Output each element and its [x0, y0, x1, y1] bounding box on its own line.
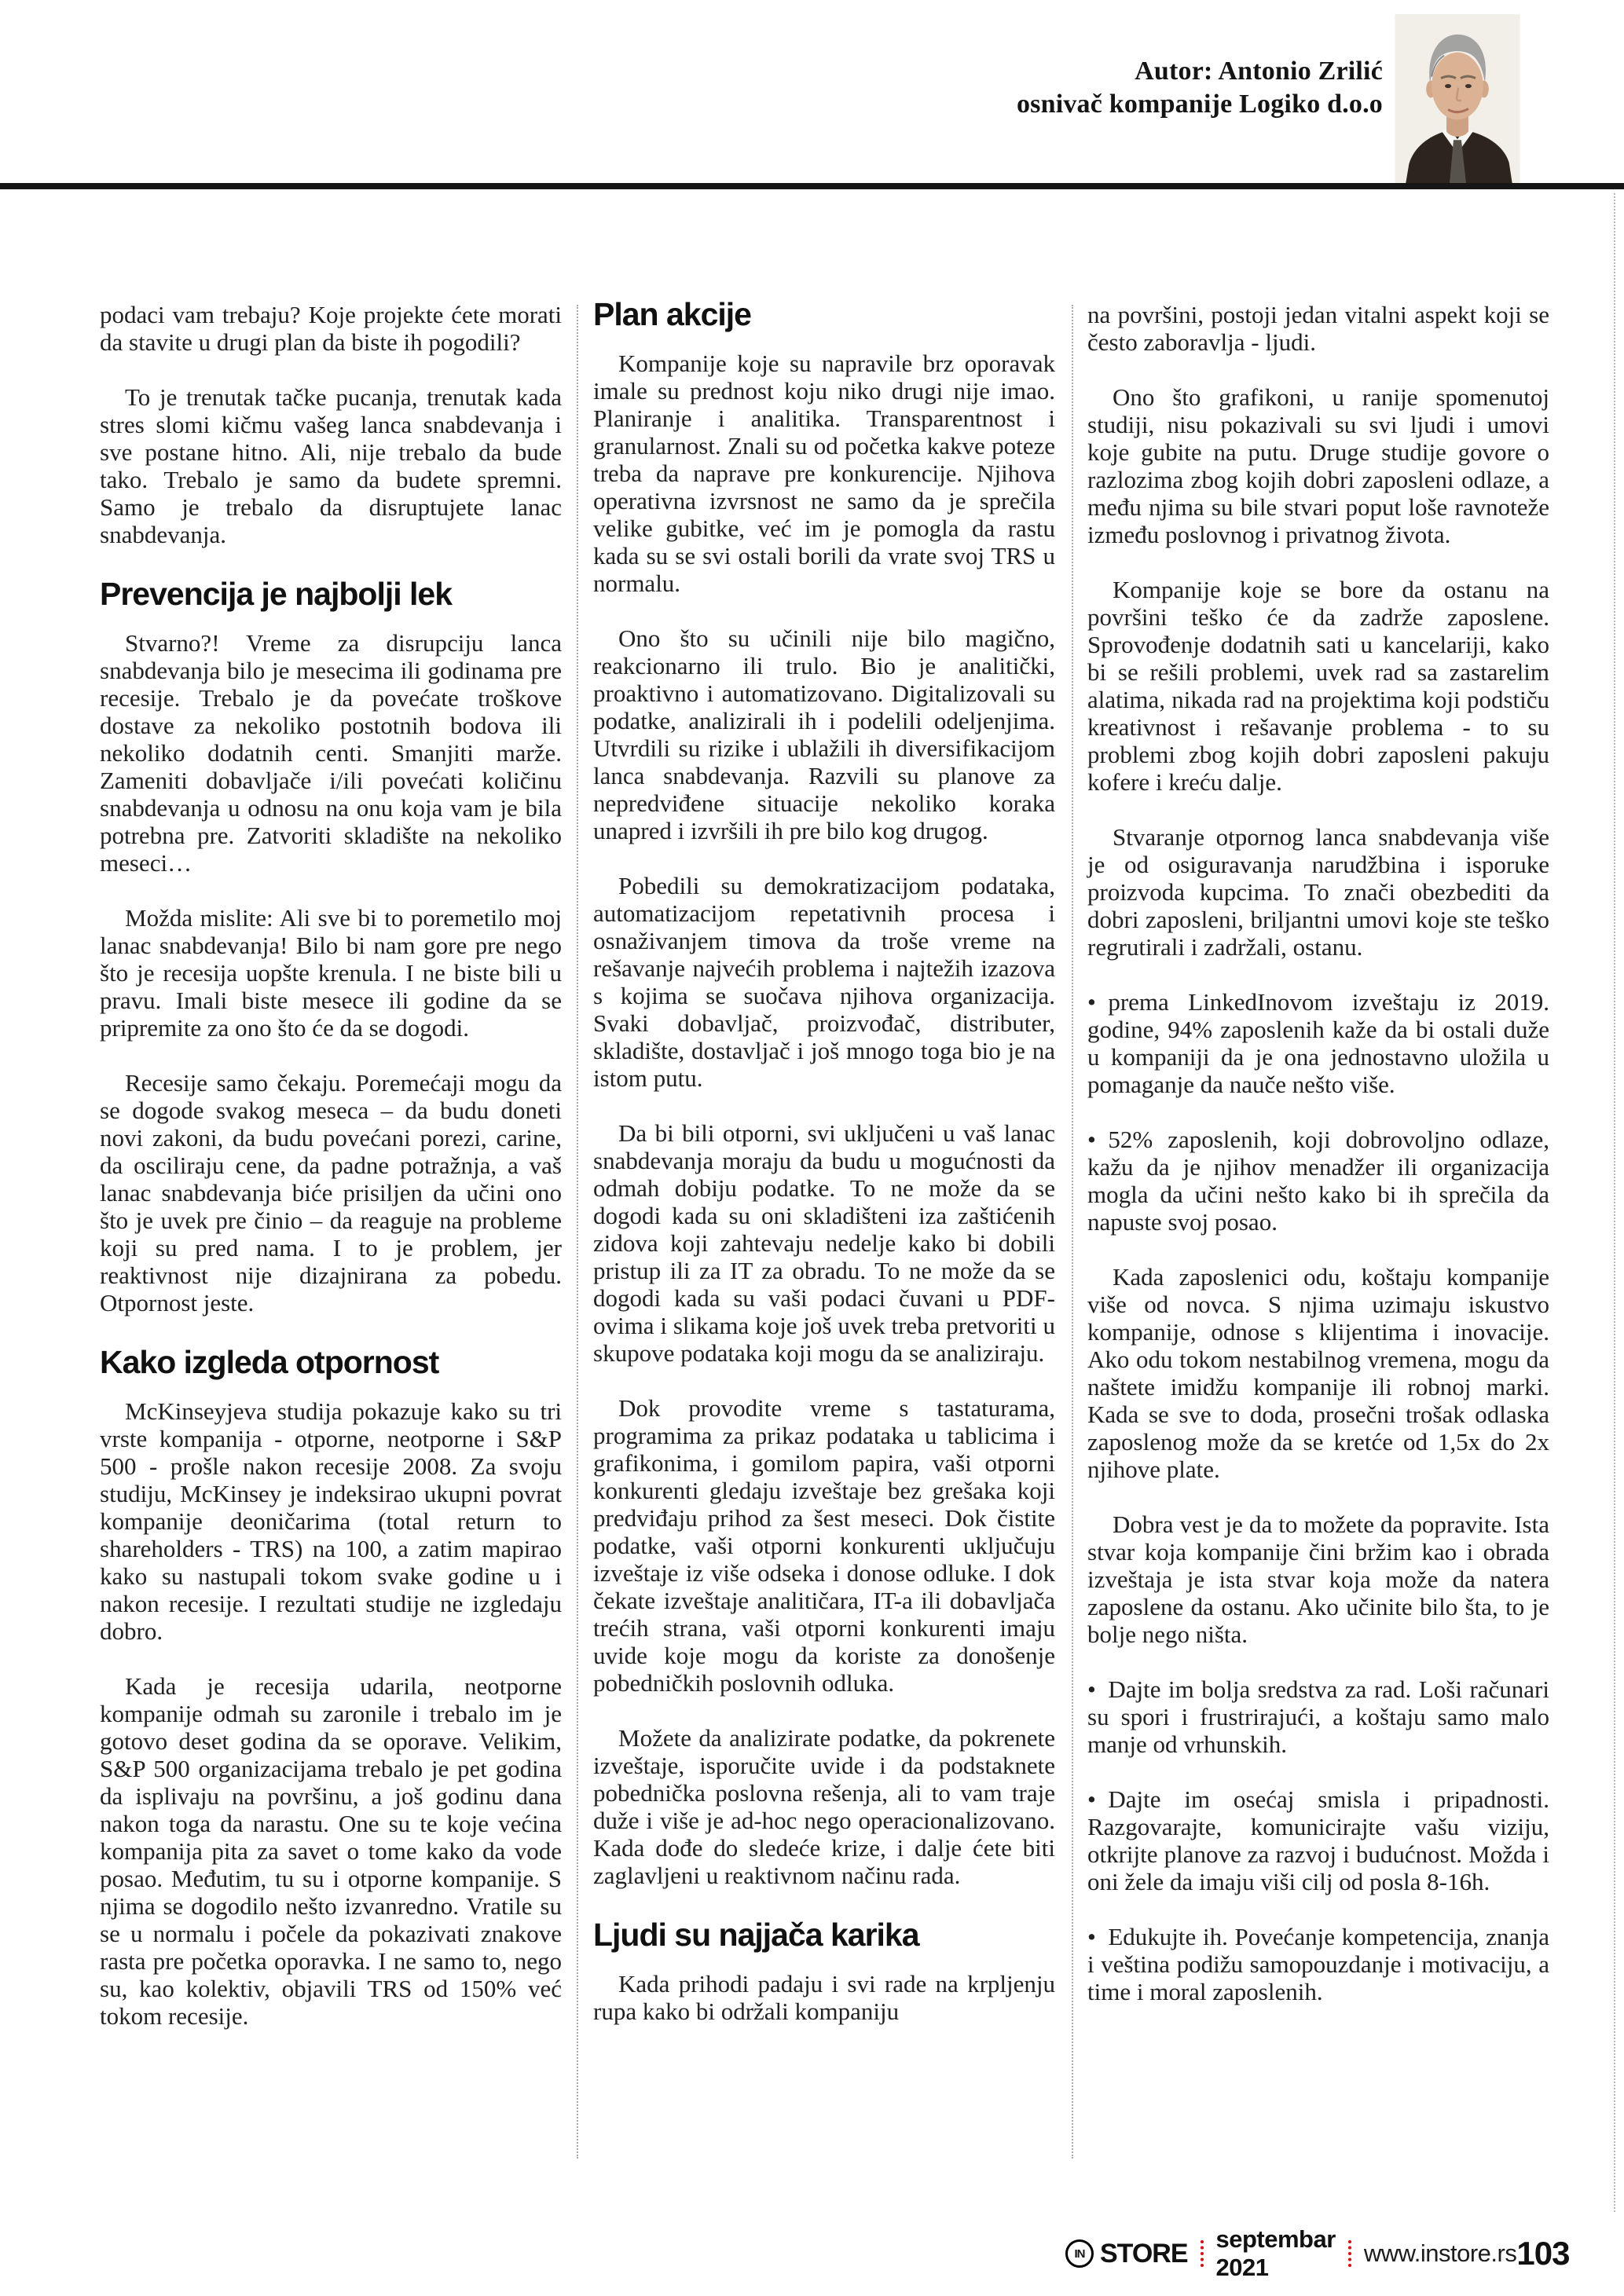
footer-separator-icon	[1348, 2240, 1351, 2267]
section-heading: Ljudi su najjača karika	[593, 1917, 919, 1953]
body-paragraph: Recesije samo čekaju. Poremećaji mogu da se dogode svakog meseca – da budu doneti novi zakoni, da budu povećani porezi, carine, da osciliraju cene, da padne potražnja, a vaš lanac snabdevanja biće prisiljen da učini ono što je uvek pre činio – da reaguje na probleme koji su pred nama. I to je problem, jer reaktivnost nije dizajnirana za pobedu. Otpornost jeste.	[100, 1069, 562, 1316]
body-paragraph: Stvaranje otpornog lanca snabdevanja više je od osiguravanja narudžbina i isporuke proizvoda kupcima. To znači obezbediti da dobri zaposleni, briljantni umovi koje ste teško regrutirali i zadržali, ostanu.	[1087, 823, 1549, 961]
body-paragraph: Dok provodite vreme s tastaturama, programima za prikaz podataka u tablicima i grafikonima, i gomilom papira, vaši otporni konkurenti gledaju izveštaje bez grešaka koji predviđaju prihod za šest meseci. Dok čistite podatke, vaši otporni konkurenti uključuju izveštaje iz više odseka i donose odluke. I dok čekate izveštaje analitičara, IT-a ili dobavljača trećih strana, vaši otporni konkurenti imaju uvide koje mogu da koriste za donošenje pobedničkih poslovnih odluka.	[593, 1394, 1055, 1697]
body-paragraph: Dobra vest je da to možete da popravite. Ista stvar koja kompanije čini bržim kao i obrada izveštaja je ista stvar koja može da natera zaposlene da ostanu. Ako učinite bilo šta, to je bolje nego ništa.	[1087, 1511, 1549, 1648]
body-paragraph: To je trenutak tačke pucanja, trenutak kada stres slomi kičmu vašeg lanca snabdevanja i sve postane hitno. Ali, nije trebalo da bude tako. Trebalo je samo da budete spremni. Samo je trebalo da disruptujete lanac snabdevanja.	[100, 383, 562, 548]
page-number: 103	[1516, 2235, 1570, 2272]
issue-date: septembar 2021	[1215, 2225, 1336, 2281]
body-paragraph: Ono što su učinili nije bilo magično, reakcionarno ili trulo. Bio je analitički, proaktivno i automatizovano. Digitalizovali su podatke, analizirali ih i podelili odeljenjima. Utvrdili su rizike i ublažili ih diversifikacijom lanca snabdevanja. Razvili su planove za nepredviđene situacije nekoliko koraka unapred i izvršili ih pre bilo kog drugog.	[593, 624, 1055, 844]
article-column-3	[1087, 301, 1549, 2033]
section-heading: Plan akcije	[593, 296, 751, 332]
article-column-1	[100, 301, 562, 2057]
header-rule	[0, 183, 1624, 189]
body-paragraph: Ono što grafikoni, u ranije spomenutoj studiji, nisu pokazivali su svi ljudi i umovi koje gubite na putu. Druge studije govore o razlozima zbog kojih dobri zaposleni odlaze, a među njima su bile stvari poput loše ravnoteže između poslovnog i privatnog života.	[1087, 383, 1549, 548]
footer-separator-icon	[1201, 2240, 1204, 2267]
body-paragraph: na površini, postoji jedan vitalni aspekt koji se često zaboravlja - ljudi.	[1087, 301, 1549, 356]
page-edge-mark	[1614, 193, 1615, 2212]
bullet-item: • Edukujte ih. Povećanje kompetencija, znanja i veština podižu samopouzdanje i motivaciju, a time i moral zaposlenih.	[1087, 1923, 1549, 2005]
body-paragraph: Možda mislite: Ali sve bi to poremetilo moj lanac snabdevanja! Bilo bi nam gore pre nego što je recesija uopšte krenula. I ne biste bili u pravu. Imali biste mesece ili godine da se pripremite za ono što će da se dogodi.	[100, 904, 562, 1042]
brand-store: STORE	[1100, 2238, 1188, 2269]
instore-logo-icon: IN	[1065, 2239, 1094, 2268]
author-name: Autor: Antonio Zrilić	[1135, 57, 1383, 86]
body-paragraph: McKinseyjeva studija pokazuje kako su tri vrste kompanija - otporne, neotporne i S&P 500 - prošle nakon recesije 2008. Za svoju studiju, McKinsey je indeksirao ukupni povrat kompanije deoničarima (total return to shareholders - TRS) na 100, a zatim mapirao kako su nastupali tokom svake godine u i nakon recesije. I rezultati studije ne izgledaju dobro.	[100, 1397, 562, 1645]
body-paragraph: Pobedili su demokratizacijom podataka, automatizacijom repetativnih procesa i osnaživanjem timova da troše vreme na rešavanje najvećih problema i najtežih izazova s kojima se suočava njihova organizacija. Svaki dobavljač, proizvođač, distributer, skladište, dostavljač i još mnogo toga bio je na istom putu.	[593, 872, 1055, 1092]
section-heading: Kako izgleda otpornost	[100, 1344, 439, 1380]
body-paragraph: Kompanije koje su napravile brz oporavak imale su prednost koju niko drugi nije imao. Planiranje i analitika. Transparentnost i granularnost. Znali su od početka kakve poteze treba da naprave pre konkurencije. Njihova operativna izvrsnost ne samo da je sprečila velike gubitke, već im je pomogla da rastu kada su se svi ostali borili da vrate svoj TRS u normalu.	[593, 350, 1055, 597]
body-paragraph: Kada prihodi padaju i svi rade na krpljenju rupa kako bi održali kompaniju	[593, 1970, 1055, 2025]
body-paragraph: Da bi bili otporni, svi uključeni u vaš lanac snabdevanja moraju da budu u mogućnosti da odmah dobiju podatke. To ne može da se dogodi kada su oni skladišteni iza zaštićenih zidova koji zahtevaju nedelje kako bi dobili pristup ili za IT za obradu. To ne može da se dogodi kada su vaši podaci čuvani u PDF-ovima i slikama koje još uvek treba pretvoriti u skupove podataka koji mogu da se analiziraju.	[593, 1119, 1055, 1367]
body-paragraph: Kompanije koje se bore da ostanu na površini teško će da zadrže zaposlene. Sprovođenje dodatnih sati u kancelariji, kako bi se rešili problemi, uvek rad sa zastarelim alatima, nikada rad na projektima koji podstiču kreativnost i rešavanje problema - to su problemi zbog kojih dobri zaposleni pakuju kofere i kreću dalje.	[1087, 576, 1549, 796]
website-url: www.instore.rs	[1363, 2239, 1517, 2267]
bullet-item: • prema LinkedInovom izveštaju iz 2019. godine, 94% zaposlenih kaže da bi ostali duže u kompaniji da je ona jednostavno uložila u pomaganje da nauče nešto više.	[1087, 988, 1549, 1098]
author-photo	[1395, 14, 1520, 183]
author-credit	[1017, 55, 1383, 121]
article-column-2	[593, 296, 1055, 2052]
body-paragraph: Kada zaposlenici odu, koštaju kompanije više od novca. S njima uzimaju iskustvo kompanije, odnose s klijentima i inovacije. Ako odu tokom nestabilnog vremena, mogu da naštete imidžu kompanije ili robnoj marki. Kada se sve to doda, prosečni trošak odlaska zaposlenog može da se kretće od 1,5x do 2x njihove plate.	[1087, 1263, 1549, 1483]
body-paragraph: podaci vam trebaju? Koje projekte ćete morati da stavite u drugi plan da biste ih pogodili?	[100, 301, 562, 356]
bullet-item: • Dajte im bolja sredstva za rad. Loši računari su spori i frustrirajući, a koštaju samo malo manje od vrhunskih.	[1087, 1675, 1549, 1758]
body-paragraph: Možete da analizirate podatke, da pokrenete izveštaje, isporučite uvide i da podstaknete pobednička poslovna rešenja, ali to vam traje duže i više je ad-hoc nego operacionalizovano. Kada dođe do sledeće krize, i dalje ćete biti zaglavljeni u reaktivnom načinu rada.	[593, 1724, 1055, 1889]
page-footer	[1065, 2225, 1570, 2281]
bullet-item: • 52% zaposlenih, koji dobrovoljno odlaze, kažu da je njihov menadžer ili organizacija mogla da učini nešto kako bi ih sprečila da napuste svoj posao.	[1087, 1126, 1549, 1236]
column-separator	[1072, 305, 1073, 2159]
body-paragraph: Stvarno?! Vreme za disrupciju lanca snabdevanja bilo je mesecima ili godinama pre recesije. Trebalo je da povećate troškove dostave za nekoliko postotnih bodova ili nekoliko dodatnih centi. Smanjiti marže. Zameniti dobavljače i/ili povećati količinu snabdevanja u odnosu na onu koja vam je bila potrebna pre. Zatvoriti skladište na nekoliko meseci…	[100, 629, 562, 877]
column-separator	[577, 305, 578, 2159]
author-title: osnivač kompanije Logiko d.o.o	[1016, 90, 1383, 119]
section-heading: Prevencija je najbolji lek	[100, 576, 453, 612]
body-paragraph: Kada je recesija udarila, neotporne kompanije odmah su zaronile i trebalo im je gotovo deset godina da se oporave. Velikim, S&P 500 organizacijama trebalo je pet godina da isplivaju na površinu, a još godinu dana nakon toga da narastu. One su te koje većina kompanija pita za savet o tome kako da vode posao. Međutim, tu su i otporne kompanije. S njima se dogodilo nešto izvanredno. Vratile su se u normalu i počele da pokazivati znakove rasta pre početka oporavka. I ne samo to, nego su, kao kolektiv, objavili TRS od 150% već tokom recesije.	[100, 1672, 562, 2030]
bullet-item: • Dajte im osećaj smisla i pripadnosti. Razgovarajte, komunicirajte vašu viziju, otkrijte planove za razvoj i budućnost. Možda i oni žele da imaju viši cilj od posla 8-16h.	[1087, 1785, 1549, 1895]
